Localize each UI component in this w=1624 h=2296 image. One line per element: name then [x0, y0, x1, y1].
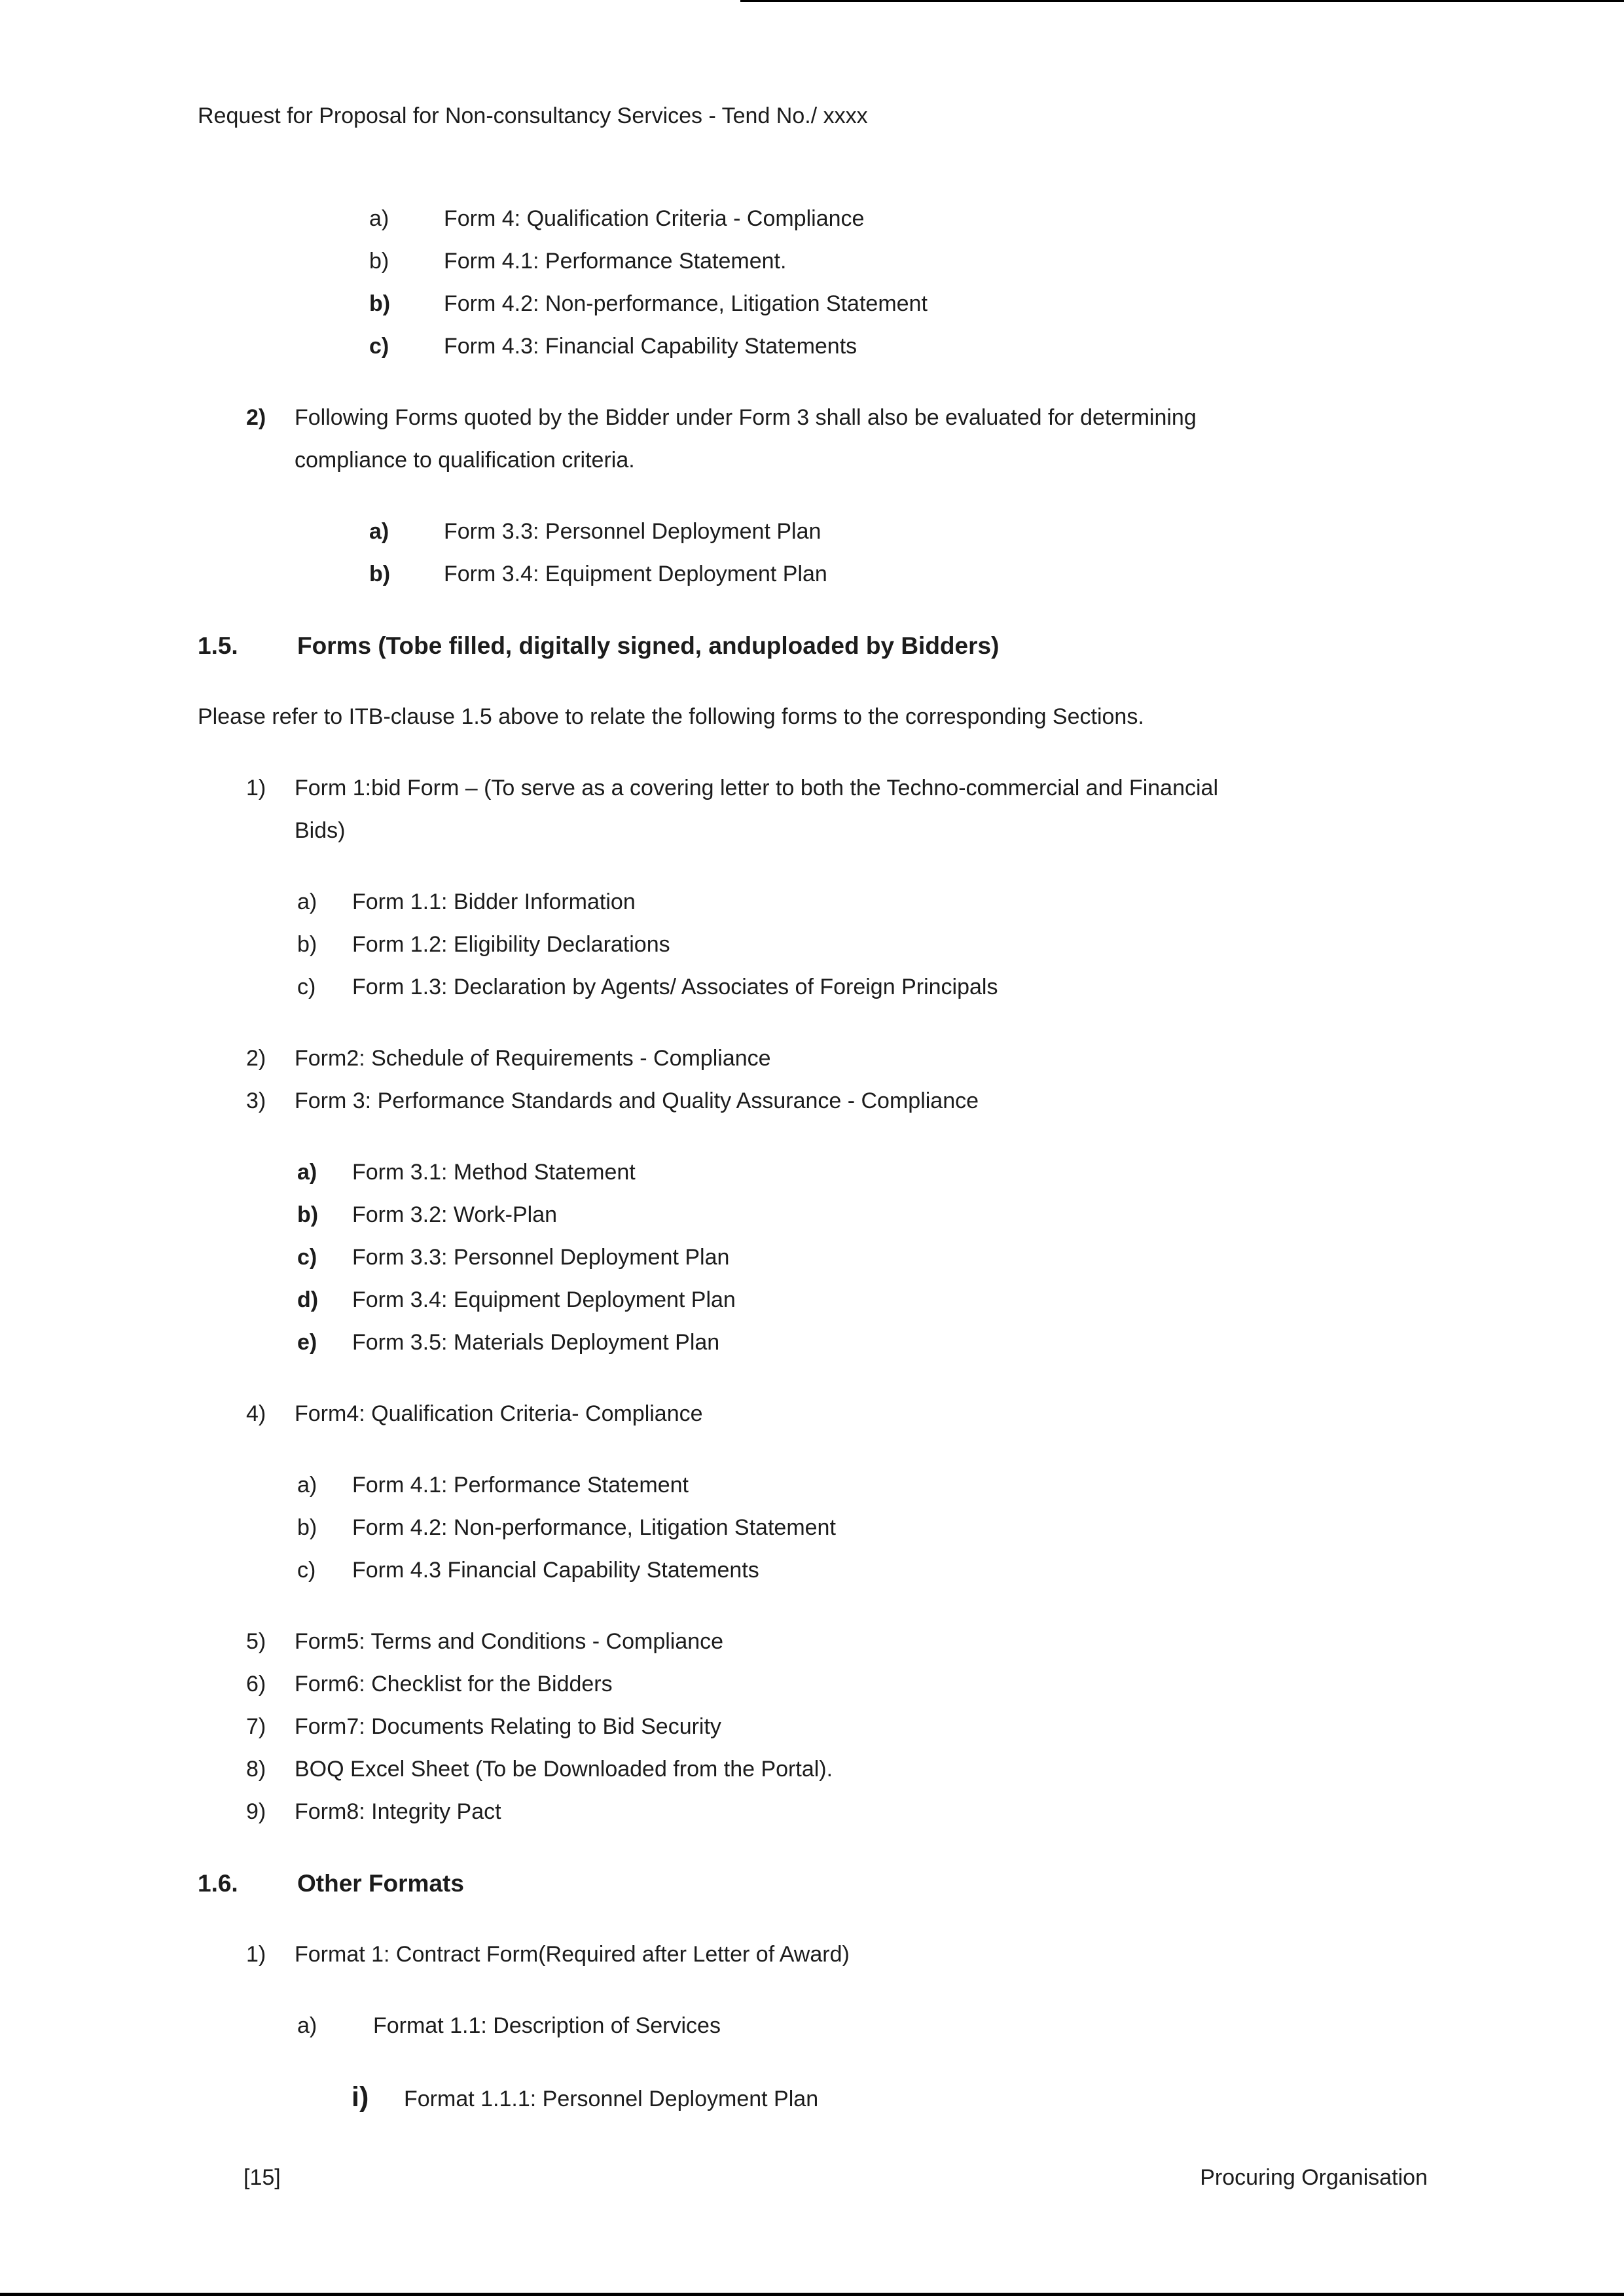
list-item [198, 767, 1428, 852]
list-marker: a) [369, 206, 389, 231]
list-marker: c) [297, 975, 316, 999]
list-item [198, 924, 1428, 966]
line-text: Form 3: Performance Standards and Quality Assurance - Compliance [295, 1088, 979, 1113]
line-text: Form 3.5: Materials Deployment Plan [352, 1330, 720, 1355]
list-item [198, 2005, 1428, 2047]
line-text: Form 4.2: Non-performance, Litigation Statement [352, 1515, 836, 1540]
list-marker: 5) [246, 1629, 266, 1654]
list-item [198, 397, 1428, 482]
list-item [198, 1321, 1428, 1364]
line-text: Form 4.1: Performance Statement [352, 1473, 689, 1498]
list-marker: 1) [246, 1942, 266, 1967]
list-item [198, 966, 1428, 1009]
footer-page-number: [15] [244, 2165, 281, 2190]
list-item [198, 2076, 1428, 2121]
line-text: Form6: Checklist for the Bidders [295, 1672, 613, 1696]
footer-organisation: Procuring Organisation [1200, 2165, 1428, 2190]
line-text: BOQ Excel Sheet (To be Downloaded from the Portal). [295, 1757, 833, 1782]
list-marker: b) [297, 932, 317, 957]
list-marker: 9) [246, 1799, 266, 1824]
list-marker: c) [297, 1245, 317, 1270]
list-item [198, 1507, 1428, 1549]
line-text: Form 4.1: Performance Statement. [444, 249, 787, 274]
list-item [198, 1706, 1428, 1748]
list-marker: b) [369, 291, 391, 316]
list-marker: a) [297, 2013, 317, 2038]
list-marker: a) [297, 889, 317, 914]
line-text: Format 1.1.1: Personnel Deployment Plan [404, 2087, 819, 2111]
list-item [198, 198, 1428, 240]
line-text: Form 1.3: Declaration by Agents/ Associates of Foreign Principals [352, 975, 998, 999]
line-text: Form 4.2: Non-performance, Litigation Statement [444, 291, 928, 316]
list-marker: 1) [246, 776, 266, 800]
list-marker: 1.6. [198, 1870, 238, 1897]
line-text: Format 1.1: Description of Services [373, 2013, 721, 2038]
line-text: Form 3.4: Equipment Deployment Plan [444, 562, 827, 586]
line-text: Please refer to ITB-clause 1.5 above to relate the following forms to the corresponding Sections. [198, 704, 1144, 729]
page-edge-line [0, 2293, 1624, 2296]
line-text: Form4: Qualification Criteria- Compliance [295, 1401, 703, 1426]
line-text: Form 1:bid Form – (To serve as a covering letter to both the Techno-commercial and Financial Bids) [295, 776, 1218, 843]
line-text: Following Forms quoted by the Bidder under Form 3 shall also be evaluated for determining compliance to qualification criteria. [295, 405, 1197, 473]
line-text: Form 1.1: Bidder Information [352, 889, 636, 914]
list-marker: i) [352, 2081, 369, 2113]
line-text: Form5: Terms and Conditions - Compliance [295, 1629, 724, 1654]
list-item [198, 1933, 1428, 1976]
section-heading [198, 624, 1428, 667]
list-marker: 3) [246, 1088, 266, 1113]
line-text: Other Formats [297, 1870, 464, 1897]
list-item [198, 1393, 1428, 1435]
page-edge-line [740, 0, 1624, 2]
list-item [198, 1151, 1428, 1194]
list-marker: e) [297, 1330, 317, 1355]
line-text: Form 4.3 Financial Capability Statements [352, 1558, 759, 1583]
list-item [198, 240, 1428, 283]
list-item [198, 553, 1428, 596]
list-marker: a) [297, 1160, 317, 1185]
list-item [198, 1279, 1428, 1321]
content [198, 198, 1428, 2121]
list-marker: 6) [246, 1672, 266, 1696]
list-item [198, 1080, 1428, 1122]
list-marker: c) [369, 334, 389, 359]
list-marker: 2) [246, 1046, 266, 1071]
line-text: Form 3.3: Personnel Deployment Plan [444, 519, 821, 544]
line-text: Form 3.4: Equipment Deployment Plan [352, 1287, 736, 1312]
line-text: Form 4.3: Financial Capability Statements [444, 334, 857, 359]
line-text: Form8: Integrity Pact [295, 1799, 501, 1824]
section-heading [198, 1862, 1428, 1905]
list-marker: a) [297, 1473, 317, 1498]
list-item [198, 283, 1428, 325]
list-marker: 2) [246, 405, 266, 430]
line-text: Form2: Schedule of Requirements - Compliance [295, 1046, 771, 1071]
line-text: Form 4: Qualification Criteria - Compliance [444, 206, 865, 231]
list-marker: 1.5. [198, 632, 238, 659]
list-marker: 8) [246, 1757, 266, 1782]
line-text: Form 1.2: Eligibility Declarations [352, 932, 670, 957]
list-marker: d) [297, 1287, 319, 1312]
list-item [198, 1037, 1428, 1080]
list-item [198, 1236, 1428, 1279]
list-item [198, 881, 1428, 924]
paragraph [198, 696, 1428, 738]
list-item [198, 325, 1428, 368]
line-text: Form7: Documents Relating to Bid Security [295, 1714, 721, 1739]
list-item [198, 1748, 1428, 1791]
list-marker: b) [369, 249, 389, 274]
list-item [198, 1621, 1428, 1663]
line-text: Forms (Tobe filled, digitally signed, anduploaded by Bidders) [297, 632, 1000, 659]
line-text: Format 1: Contract Form(Required after Letter of Award) [295, 1942, 850, 1967]
list-marker: a) [369, 519, 389, 544]
list-marker: c) [297, 1558, 316, 1583]
page-footer [198, 2157, 1428, 2199]
list-marker: b) [297, 1202, 319, 1227]
list-item [198, 1663, 1428, 1706]
list-item [198, 1194, 1428, 1236]
list-marker: b) [369, 562, 391, 586]
page-header-title: Request for Proposal for Non-consultancy Services - Tend No./ xxxx [198, 103, 868, 128]
page-body [198, 95, 1428, 2121]
line-text: Form 3.3: Personnel Deployment Plan [352, 1245, 730, 1270]
line-text: Form 3.1: Method Statement [352, 1160, 636, 1185]
list-marker: 7) [246, 1714, 266, 1739]
list-item [198, 1549, 1428, 1592]
line-text: Form 3.2: Work-Plan [352, 1202, 558, 1227]
list-marker: b) [297, 1515, 317, 1540]
list-item [198, 511, 1428, 553]
list-item [198, 1464, 1428, 1507]
list-item [198, 1791, 1428, 1833]
list-marker: 4) [246, 1401, 266, 1426]
